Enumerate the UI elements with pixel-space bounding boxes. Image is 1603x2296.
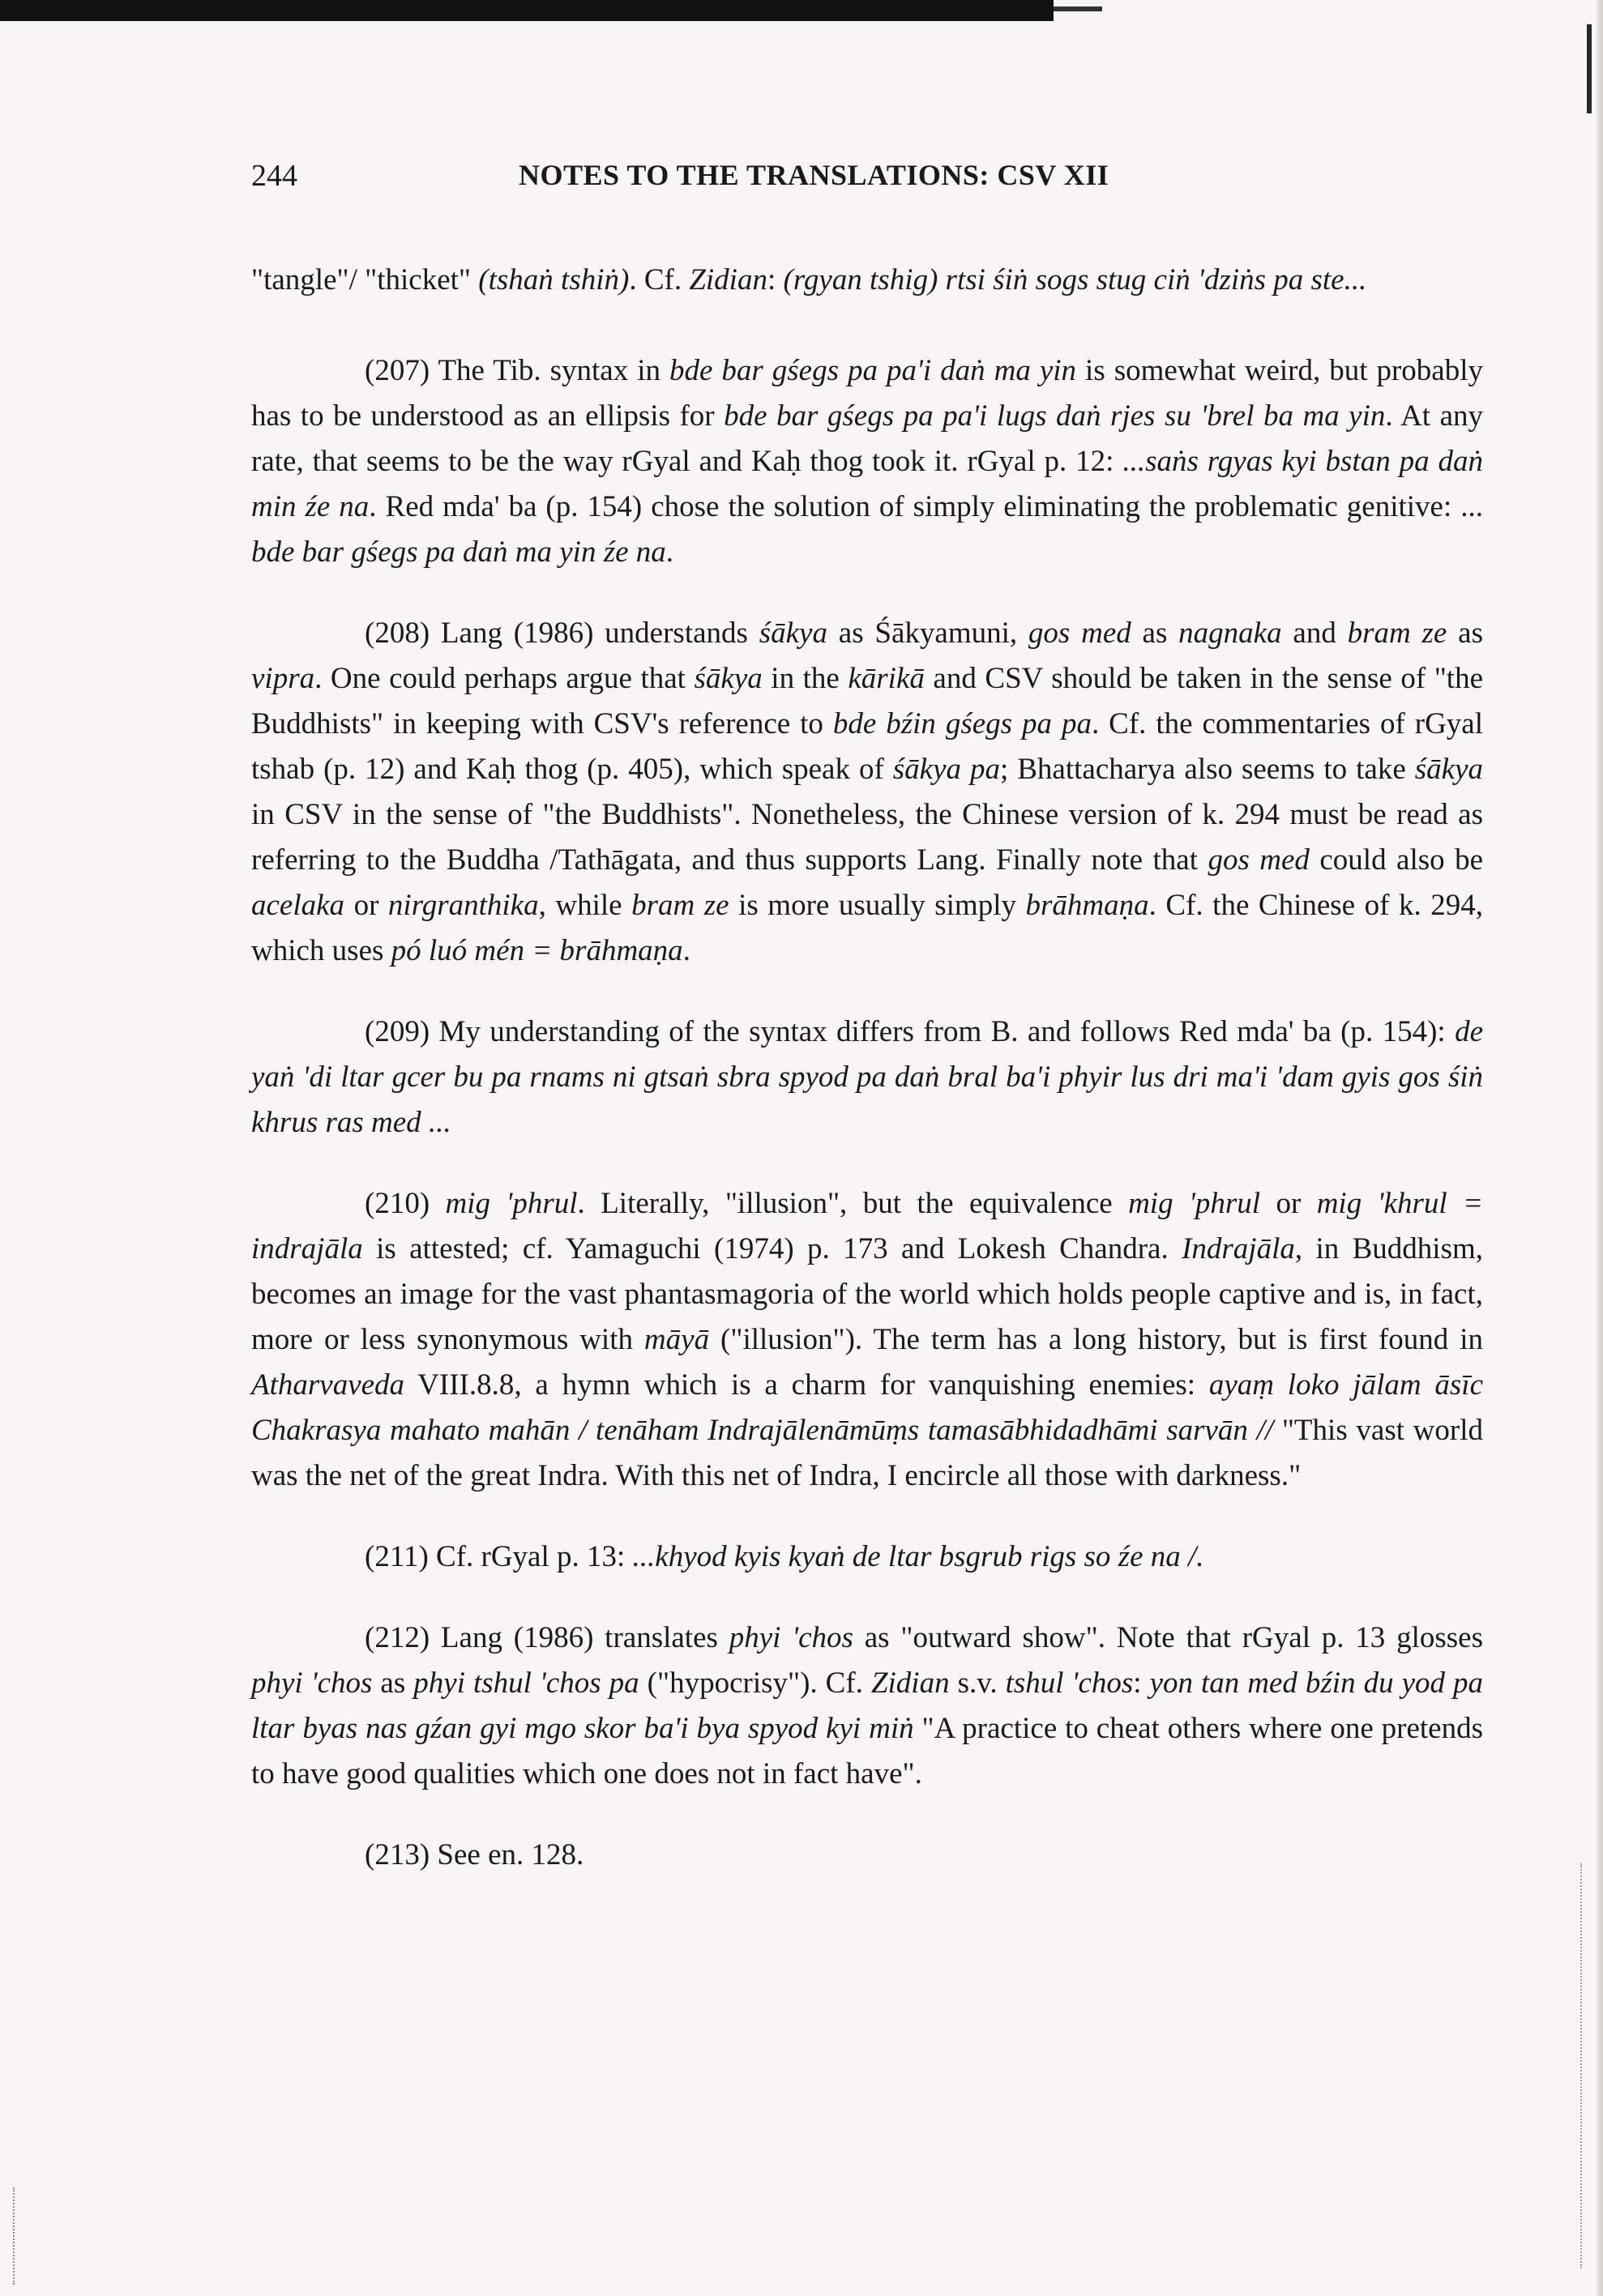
text-run: : [1133, 1667, 1150, 1700]
notes-body [251, 258, 1483, 1914]
text-run: s.v. [949, 1667, 1006, 1700]
note-213 [251, 1833, 1483, 1878]
text-run: (208) Lang (1986) understands [365, 617, 759, 650]
text-run: , in Buddhism, becomes an image for the vast phantasmagoria of the world which holds people captive and is, in fact, more or less synonymous with [251, 1232, 1483, 1356]
scan-edge-speckles [1580, 1863, 1593, 2268]
text-run: (211) Cf. rGyal p. 13: [365, 1540, 633, 1573]
text-run: . Cf. the commentaries of rGyal tshab (p. 12) and Kaḥ thog (p. 405), which speak of [251, 707, 1483, 786]
note-212 [251, 1615, 1483, 1797]
text-run: and CSV should be taken in the sense of "the Buddhists" in keeping with CSV's reference to [251, 662, 1484, 740]
italic-term: śākya [759, 617, 827, 650]
italic-term: yon tan med bźin du yod pa ltar byas nas gźan gyi mgo skor ba'i bya spyod kyi miṅ [251, 1667, 1483, 1745]
italic-term: pó luó mén = brāhmaṇa [391, 934, 683, 967]
italic-term: phyi tshul 'chos pa [413, 1667, 639, 1700]
italic-term: vipra [251, 662, 315, 695]
text-run: . Literally, "illusion", but the equivalence [577, 1187, 1129, 1220]
italic-term: māyā [643, 1323, 710, 1356]
text-run: ("hypocrisy"). Cf. [639, 1667, 871, 1700]
italic-term: brāhmaṇa [1025, 889, 1149, 922]
italic-term: śākya [694, 662, 763, 695]
text-run: . Cf. [629, 263, 690, 297]
text-run: . [682, 934, 690, 967]
text-run: in the [762, 662, 849, 695]
italic-term: phyi 'chos [729, 1621, 853, 1654]
text-run: (207) The Tib. syntax in [365, 354, 669, 387]
text-run: as Śākyamuni, [827, 617, 1028, 650]
note-211 [251, 1534, 1483, 1580]
text-run: as "outward show". Note that rGyal p. 13 glosses [853, 1621, 1483, 1654]
text-run: "tangle"/ "thicket" [251, 263, 479, 297]
text-run: , while [538, 889, 632, 922]
paragraph-continuation [251, 258, 1483, 303]
italic-term: ayaṃ loko jālam āsīc Chakrasya mahato mahān / tenāham Indrajālenāmūṃs tamasābhidadhāmi sarvān // [251, 1368, 1483, 1447]
italic-term: Indrajāla [1182, 1232, 1295, 1265]
text-run: "A practice to cheat others where one pretends to have good qualities which one does not in fact have". [251, 1712, 1484, 1790]
text-run: . [665, 536, 674, 569]
text-run: (213) See en. 128. [365, 1838, 584, 1871]
text-run: (210) [365, 1187, 446, 1220]
italic-term: mig 'khrul = indrajāla [251, 1187, 1483, 1265]
italic-term: gos med [1028, 617, 1131, 650]
text-run: : [767, 263, 784, 297]
italic-term: gos med [1208, 843, 1310, 877]
text-run: and [1281, 617, 1348, 650]
text-run: (212) Lang (1986) translates [365, 1621, 729, 1654]
text-run: is more usually simply [729, 889, 1026, 922]
text-run: is somewhat weird, but probably has to be understood as an ellipsis for [251, 354, 1483, 433]
italic-term: tshul 'chos [1005, 1667, 1134, 1700]
italic-term: acelaka [251, 889, 345, 922]
text-run: as [1131, 617, 1179, 650]
italic-term: (rgyan tshig) rtsi śiṅ sogs stug ciṅ 'dziṅs pa ste... [783, 263, 1367, 297]
italic-term: bde bźin gśegs pa pa [832, 707, 1092, 740]
text-run: . At any rate, that seems to be the way rGyal and Kaḥ thog took it. rGyal p. 12: [251, 399, 1483, 478]
italic-term: mig 'phrul [445, 1187, 578, 1220]
italic-term: śākya [1414, 753, 1483, 786]
text-run: . Red mda' ba (p. 154) chose the solution of simply eliminating the problematic genitive: ... [369, 490, 1483, 523]
note-208 [251, 611, 1483, 974]
italic-term: kārikā [848, 662, 925, 695]
text-run: . One could perhaps argue that [314, 662, 695, 695]
text-run: VIII.8.8, a hymn which is a charm for vanquishing enemies: [404, 1368, 1209, 1402]
italic-term: bde bar gśegs pa pa'i daṅ ma yin [669, 354, 1077, 387]
scan-border-tail [1054, 6, 1102, 11]
text-run: as [372, 1667, 414, 1700]
text-run: is attested; cf. Yamaguchi (1974) p. 173 and Lokesh Chandra. [362, 1232, 1182, 1265]
italic-term: śākya pa [892, 753, 1000, 786]
header-title: NOTES TO THE TRANSLATIONS: CSV XII [519, 159, 1109, 191]
page-edge-shadow [1597, 0, 1603, 2296]
scan-margin-marks [13, 2187, 31, 2285]
italic-term: Atharvaveda [251, 1368, 405, 1402]
note-207 [251, 348, 1483, 575]
scan-corner-mark [1587, 24, 1592, 113]
italic-term: bde bar gśegs pa daṅ ma yin źe na [251, 536, 666, 569]
italic-term: ...saṅs rgyas kyi bstan pa daṅ min źe na [251, 445, 1483, 523]
text-run: ("illusion"). The term has a long history, but is first found in [709, 1323, 1483, 1356]
running-head [251, 158, 1491, 207]
italic-term: (tshaṅ tshiṅ) [478, 263, 630, 297]
text-run: or [344, 889, 388, 922]
italic-term: mig 'phrul [1128, 1187, 1261, 1220]
italic-term: nagnaka [1178, 617, 1282, 650]
italic-term: de yaṅ 'di ltar gcer bu pa rnams ni gtsaṅ sbra spyod pa daṅ bral ba'i phyir lus dri ma'i 'dam gyis gos śiṅ khrus ras med ... [251, 1015, 1483, 1139]
italic-term: bram ze [1347, 617, 1447, 650]
italic-term: nirgranthika [387, 889, 539, 922]
text-run: (209) My understanding of the syntax differs from B. and follows Red mda' ba (p. 154): [365, 1015, 1456, 1048]
italic-term: ...khyod kyis kyaṅ de ltar bsgrub rigs so źe na /. [632, 1540, 1204, 1573]
text-run: or [1260, 1187, 1317, 1220]
italic-term: Zidian [870, 1667, 950, 1700]
text-run: "This vast world was the net of the great Indra. With this net of Indra, I encircle all those with darkness." [251, 1414, 1483, 1492]
text-run: in CSV in the sense of "the Buddhists". Nonetheless, the Chinese version of k. 294 must be read as referring to the Buddha /Tathāgata, and thus supports Lang. Finally note that [251, 798, 1483, 877]
italic-term: bram ze [631, 889, 729, 922]
note-209 [251, 1009, 1483, 1146]
italic-term: Zidian [689, 263, 767, 297]
text-run: as [1447, 617, 1483, 650]
page-number: 244 [251, 159, 297, 193]
scan-border-top [0, 0, 1054, 21]
text-run: could also be [1309, 843, 1483, 877]
italic-term: phyi 'chos [251, 1667, 373, 1700]
text-run: . Cf. the Chinese of k. 294, which uses [251, 889, 1483, 967]
italic-term: bde bar gśegs pa pa'i lugs daṅ rjes su 'brel ba ma yin [724, 399, 1386, 433]
text-run: ; Bhattacharya also seems to take [999, 753, 1415, 786]
note-210 [251, 1181, 1483, 1499]
